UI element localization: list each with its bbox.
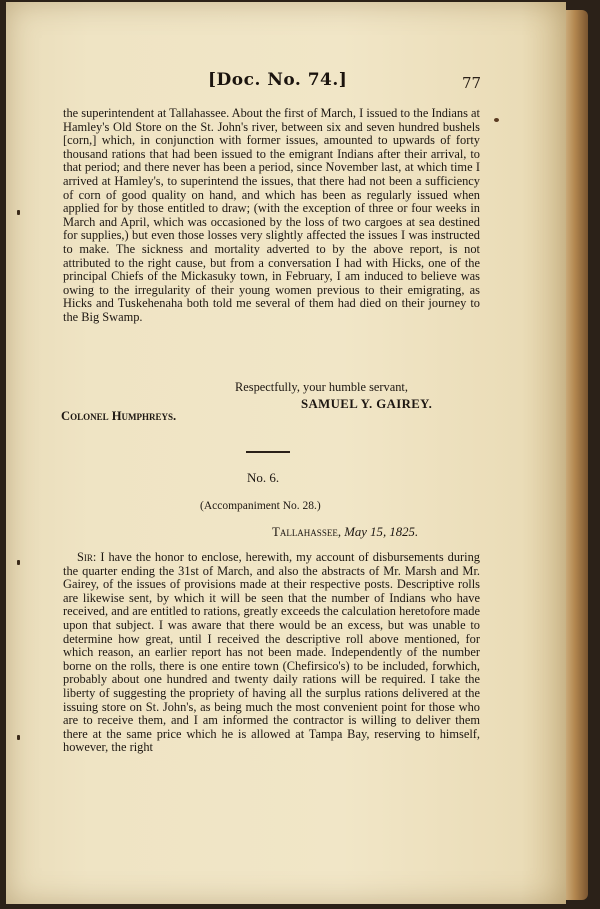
- letter2-text: I have the honor to enclose, herewith, my account of disbursements during the quarter ending the 31st of March, and also the abstracts of Mr. Marsh and Mr. Gairey, of the issues of provisions made at their respective posts. Descriptive rolls are likewise sent, by which it will be seen that the number of Indians who have received, and are entitled to rations, greatly exceeds the calculation heretofore made upon that subject. I was aware that there would be an excess, but was unable to determine how great, until I received the descriptive roll above mentioned, for which reason, an earlier report has not been made. Independently of the number borne on the rolls, there is one entire town (Chefirsico's) to be included, forwhich, probably about one hundred and twenty daily rations will be required. I take the liberty of suggesting the propriety of having all the surplus rations delivered at the issuing store on St. John's, as being much the most convenient point for those who are to receive them, and I am informed the contractor is willing to deliver them there at the same price which he is allowed at Tampa Bay, reserving to himself, however, the right: [63, 550, 480, 755]
- dateline-date: May 15, 1825.: [344, 525, 419, 539]
- signature: SAMUEL Y. GAIREY.: [301, 397, 433, 411]
- binding-hole: [17, 560, 20, 565]
- letter1-body: [63, 107, 480, 325]
- binding-hole: [17, 210, 20, 215]
- binding-hole: [17, 735, 20, 740]
- accompaniment-note: (Accompaniment No. 28.): [200, 500, 321, 512]
- page-number: 77: [462, 74, 482, 92]
- ink-spot: [494, 118, 499, 122]
- page-edge: [566, 10, 588, 900]
- valediction: Respectfully, your humble servant,: [235, 380, 408, 394]
- addressee: Colonel Humphreys.: [61, 409, 177, 423]
- section-divider: [246, 451, 290, 453]
- doc-header: [Doc. No. 74.]: [208, 70, 348, 90]
- dateline: [272, 525, 418, 540]
- letter2-paragraph: [63, 551, 480, 755]
- letter2-body: [63, 551, 480, 755]
- letter2-number: No. 6.: [247, 470, 280, 485]
- dateline-place: Tallahassee,: [272, 525, 342, 539]
- salutation: Sir:: [77, 550, 97, 564]
- letter1-paragraph: the superintendent at Tallahassee. About the first of March, I issued to the Indians at Hamley's Old Store on the St. John's river, between six and seven hundred bushels [corn,] which, in conjunction with former issues, amounted to upwards of forty thousand rations that had been issued to the emigrant Indians after their arrival, to that period; and there never has been a period, since November last, at which time I arrived at Hamley's, to superintend the issues, that there had not been a sufficiency of corn of good quality on hand, and which has been as regularly issued when applied for by those entitled to draw; (with the exception of three or four weeks in March and April, which was occasioned by the loss of two cargoes at sea destined for supplies,) but even those losses very slightly affected the issues I was instructed to make. The sickness and mortality adverted to by the above report, is not attributed to the right cause, but from a conversation I had with Hicks, one of the principal Chiefs of the Mickasuky town, in February, I am induced to believe was owing to the irregularity of their young women previous to their emigrating, as Hicks and Tuskehenaha both told me several of them had died on their journey to the Big Swamp.: [63, 106, 480, 324]
